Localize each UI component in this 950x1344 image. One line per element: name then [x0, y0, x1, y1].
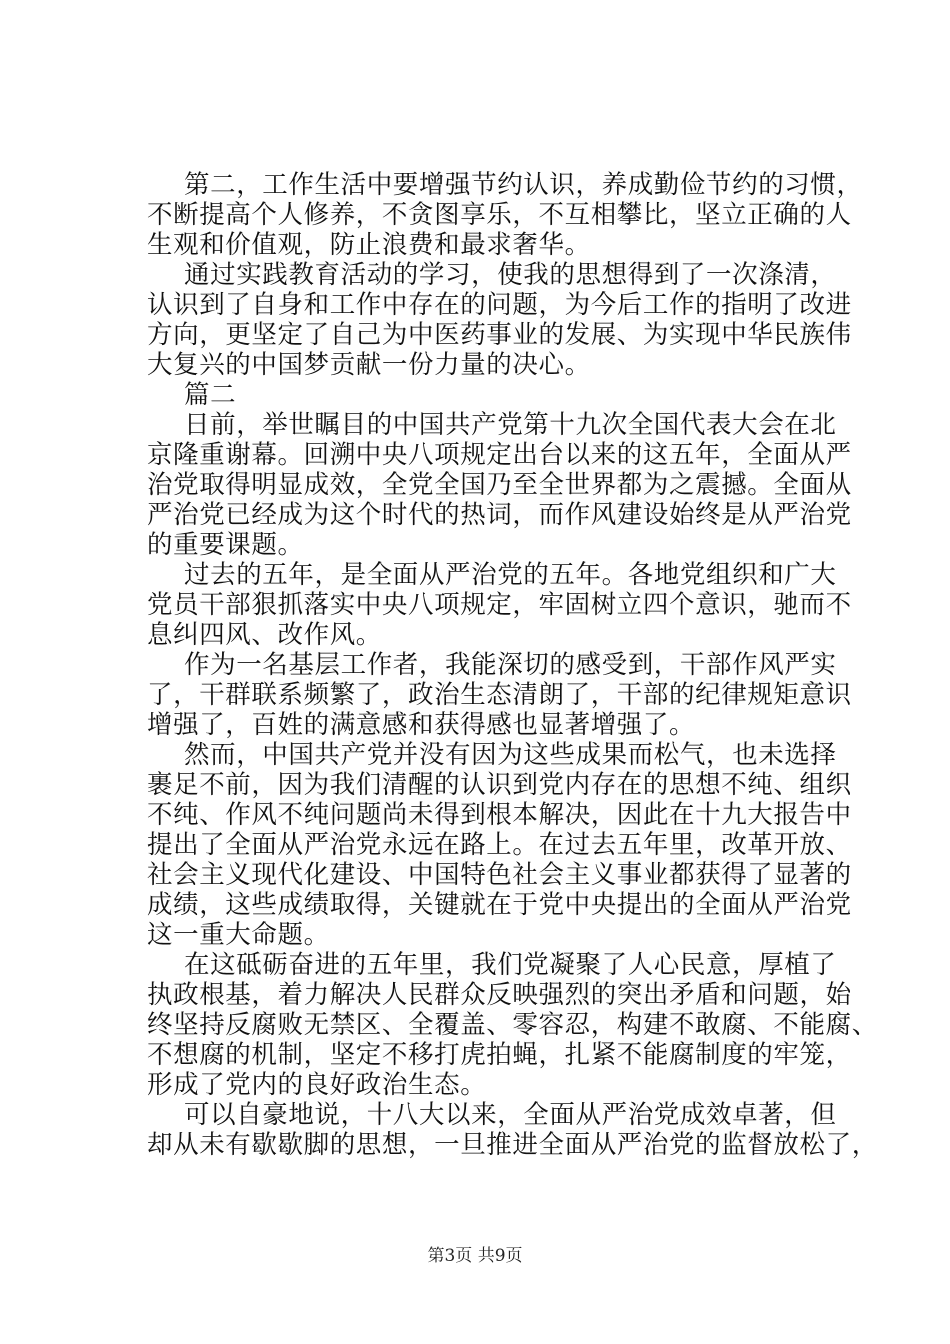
- text-line: 在这砥砺奋进的五年里，我们党凝聚了人心民意，厚植了: [184, 950, 837, 980]
- text-line: 治党取得明显成效，全党全国乃至全世界都为之震撼。全面从: [147, 470, 852, 500]
- text-line: 不想腐的机制，坚定不移打虎拍蝇，扎紧不能腐制度的牢笼，: [147, 1040, 852, 1070]
- text-line: 通过实践教育活动的学习，使我的思想得到了一次涤清，: [184, 260, 837, 290]
- text-line: 成绩，这些成绩取得，关键就在于党中央提出的全面从严治党: [147, 890, 852, 920]
- text-line: 提出了全面从严治党永远在路上。在过去五年里，改革开放、: [147, 830, 852, 860]
- text-line: 京隆重谢幕。回溯中央八项规定出台以来的这五年，全面从严: [147, 440, 852, 470]
- text-line: 了，干群联系频繁了，政治生态清朗了，干部的纪律规矩意识: [147, 680, 852, 710]
- text-line: 裹足不前，因为我们清醒的认识到党内存在的思想不纯、组织: [147, 770, 852, 800]
- text-line: 终坚持反腐败无禁区、全覆盖、零容忍，构建不敢腐、不能腐、: [147, 1010, 878, 1040]
- text-line: 严治党已经成为这个时代的热词，而作风建设始终是从严治党: [147, 500, 852, 530]
- text-line: 的重要课题。: [147, 530, 304, 560]
- text-line: 认识到了自身和工作中存在的问题，为今后工作的指明了改进: [147, 290, 852, 320]
- text-line: 篇二: [184, 380, 237, 410]
- document-body: [147, 170, 878, 1160]
- text-line: 这一重大命题。: [147, 920, 330, 950]
- text-line: 生观和价值观，防止浪费和最求奢华。: [147, 230, 591, 260]
- text-line: 党员干部狠抓落实中央八项规定，牢固树立四个意识，驰而不: [147, 590, 852, 620]
- text-line: 执政根基，着力解决人民群众反映强烈的突出矛盾和问题，始: [147, 980, 852, 1010]
- text-line: 过去的五年，是全面从严治党的五年。各地党组织和广大: [184, 560, 837, 590]
- text-line: 形成了党内的良好政治生态。: [147, 1070, 487, 1100]
- page-number-footer: 第3页 共9页: [427, 1246, 523, 1266]
- text-line: 第二，工作生活中要增强节约认识，养成勤俭节约的习惯，: [184, 170, 863, 200]
- text-line: 不纯、作风不纯问题尚未得到根本解决，因此在十九大报告中: [147, 800, 852, 830]
- text-line: 日前，举世瞩目的中国共产党第十九次全国代表大会在北: [184, 410, 837, 440]
- text-line: 增强了，百姓的满意感和获得感也显著增强了。: [147, 710, 696, 740]
- text-line: 可以自豪地说，十八大以来，全面从严治党成效卓著，但: [184, 1100, 837, 1130]
- text-line: 作为一名基层工作者，我能深切的感受到，干部作风严实: [184, 650, 837, 680]
- text-line: 方向，更坚定了自己为中医药事业的发展、为实现中华民族伟: [147, 320, 852, 350]
- text-line: 社会主义现代化建设、中国特色社会主义事业都获得了显著的: [147, 860, 852, 890]
- text-line: 不断提高个人修养，不贪图享乐，不互相攀比，坚立正确的人: [147, 200, 852, 230]
- text-line: 然而，中国共产党并没有因为这些成果而松气，也未选择: [184, 740, 837, 770]
- text-line: 大复兴的中国梦贡献一份力量的决心。: [147, 350, 591, 380]
- text-line: 却从未有歇歇脚的思想，一旦推进全面从严治党的监督放松了，: [147, 1130, 878, 1160]
- text-line: 息纠四风、改作风。: [147, 620, 382, 650]
